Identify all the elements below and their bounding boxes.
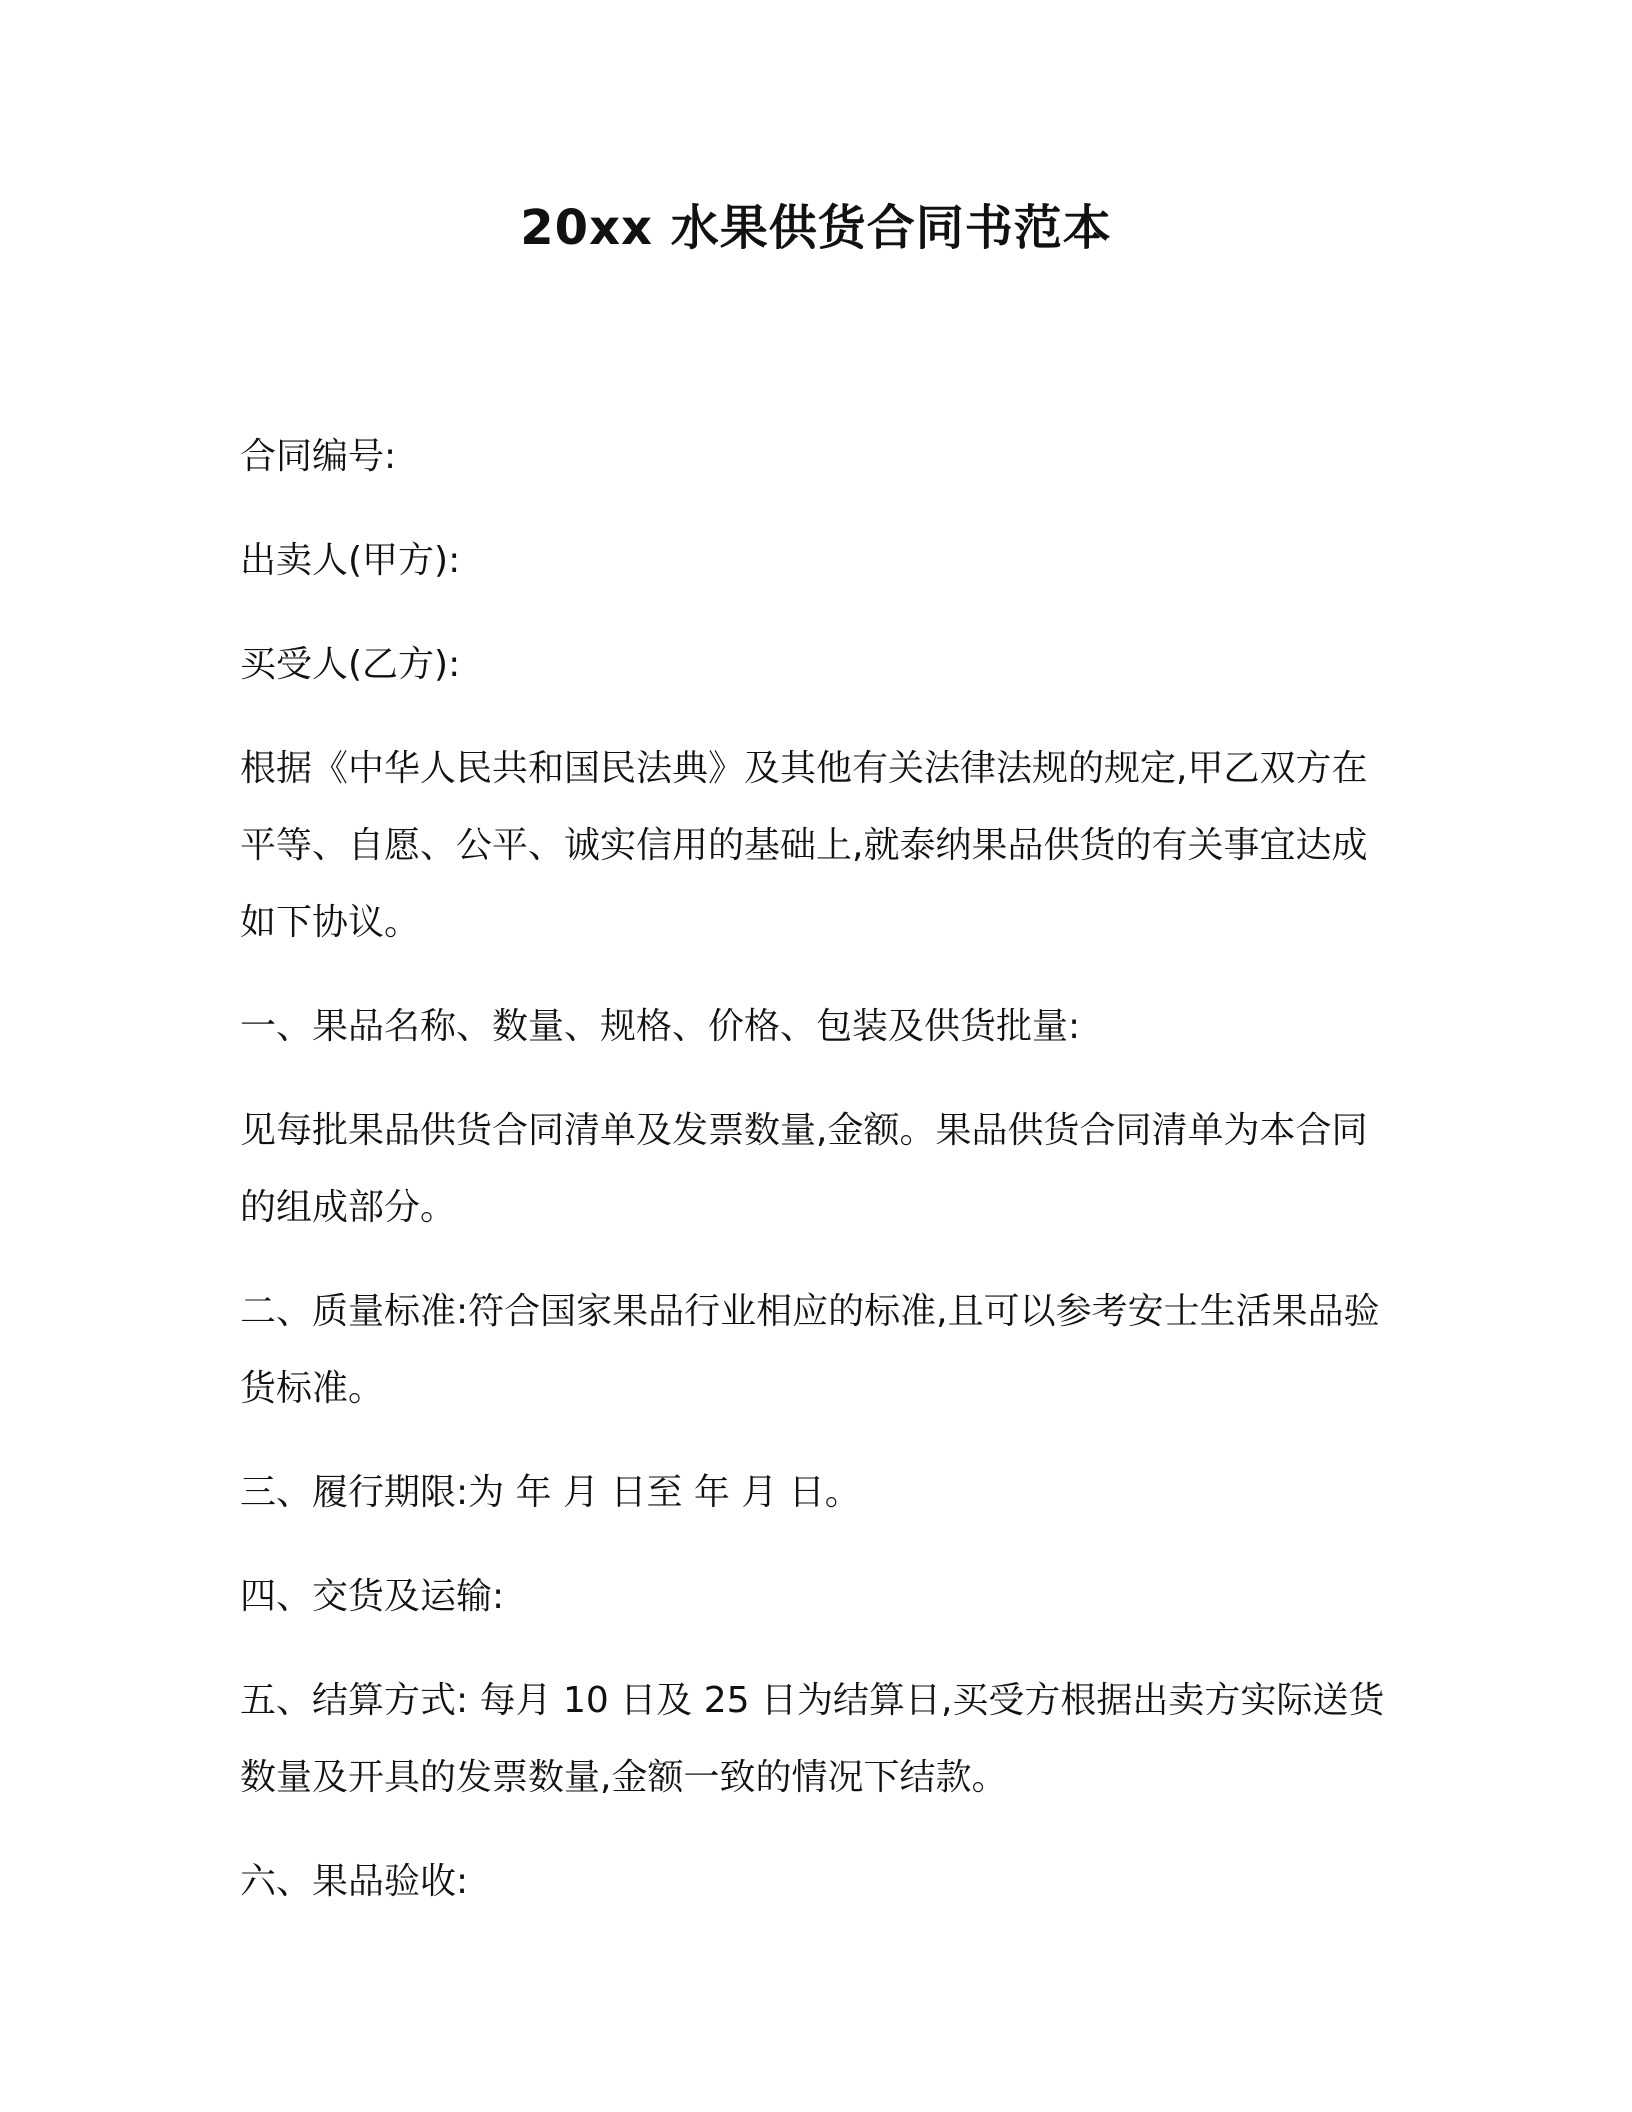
- document-title: 20xx 水果供货合同书范本: [520, 200, 1112, 256]
- clause-1-body: 见每批果品供货合同清单及发票数量,金额。果品供货合同清单为本合同的组成部分。: [240, 1110, 1368, 1228]
- clause-2: 二、质量标准:符合国家果品行业相应的标准,且可以参考安士生活果品验货标准。: [240, 1291, 1380, 1409]
- clause-3: 三、履行期限:为 年 月 日至 年 月 日。: [240, 1472, 861, 1513]
- clause-6: 六、果品验收:: [240, 1861, 469, 1902]
- document-body: [240, 418, 1392, 1947]
- clause-5: 五、结算方式: 每月 10 日及 25 日为结算日,买受方根据出卖方实际送货数量及开具的发票数量,金额一致的情况下结款。: [240, 1680, 1385, 1798]
- seller-line: 出卖人(甲方):: [240, 540, 461, 581]
- clause-1-heading: 一、果品名称、数量、规格、价格、包装及供货批量:: [240, 1006, 1081, 1047]
- preamble-paragraph: 根据《中华人民共和国民法典》及其他有关法律法规的规定,甲乙双方在平等、自愿、公平、诚实信用的基础上,就泰纳果品供货的有关事宜达成如下协议。: [240, 748, 1368, 943]
- contract-number-line: 合同编号:: [240, 436, 397, 477]
- clause-4: 四、交货及运输:: [240, 1576, 505, 1617]
- buyer-line: 买受人(乙方):: [240, 644, 461, 685]
